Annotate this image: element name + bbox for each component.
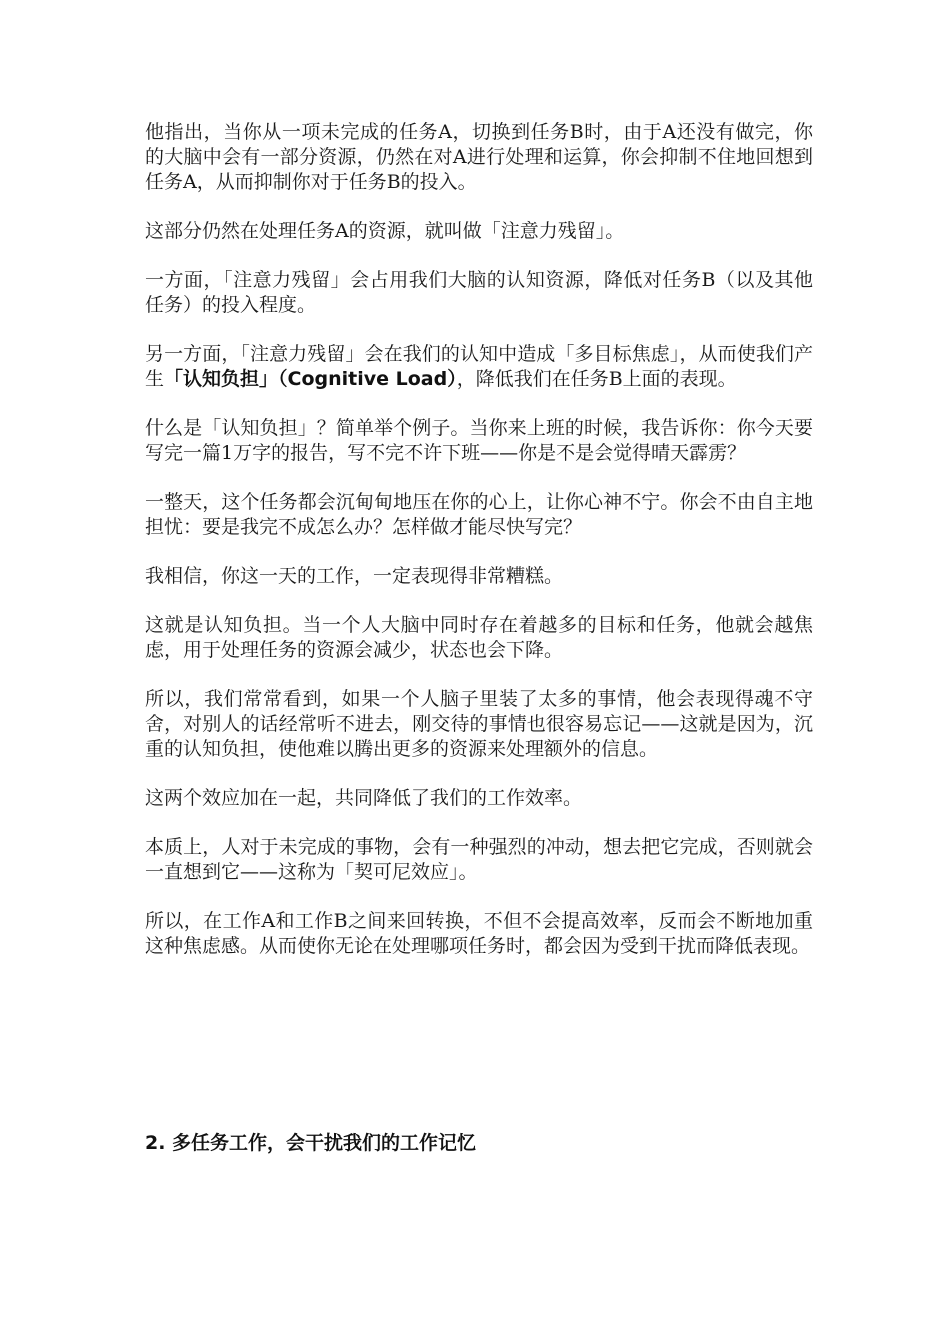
paragraph-text: ，降低我们在任务B上面的表现。 bbox=[456, 368, 737, 390]
section-heading: 2. 多任务工作，会干扰我们的工作记忆 bbox=[145, 1132, 477, 1154]
paragraph: 这两个效应加在一起，共同降低了我们的工作效率。 bbox=[145, 787, 583, 809]
paragraph: 所以，在工作A和工作B之间来回转换，不但不会提高效率，反而会不断地加重这种焦虑感。从而使你无论在处理哪项任务时，都会因为受到干扰而降低表现。 bbox=[145, 910, 813, 957]
paragraph: 一方面，「注意力残留」会占用我们大脑的认知资源，降低对任务B（以及其他任务）的投入程度。 bbox=[145, 269, 813, 316]
paragraph: 我相信，你这一天的工作，一定表现得非常糟糕。 bbox=[145, 565, 564, 587]
paragraph: 一整天，这个任务都会沉甸甸地压在你的心上，让你心神不宁。你会不由自主地担忧：要是我完不成怎么办？怎样做才能尽快写完？ bbox=[145, 491, 813, 538]
paragraph: 他指出，当你从一项未完成的任务A，切换到任务B时，由于A还没有做完，你的大脑中会有一部分资源，仍然在对A进行处理和运算，你会抑制不住地回想到任务A，从而抑制你对于任务B的投入。 bbox=[145, 121, 813, 193]
article-body bbox=[145, 120, 813, 983]
paragraph bbox=[145, 342, 813, 392]
paragraph: 这部分仍然在处理任务A的资源，就叫做「注意力残留」。 bbox=[145, 220, 625, 242]
bold-term: 「认知负担」（Cognitive Load） bbox=[164, 368, 457, 390]
paragraph: 这就是认知负担。当一个人大脑中同时存在着越多的目标和任务，他就会越焦虑，用于处理任务的资源会减少，状态也会下降。 bbox=[145, 614, 813, 661]
paragraph: 所以，我们常常看到，如果一个人脑子里装了太多的事情，他会表现得魂不守舍，对别人的话经常听不进去，刚交待的事情也很容易忘记——这就是因为，沉重的认知负担，使他难以腾出更多的资源来处理额外的信息。 bbox=[145, 688, 813, 760]
paragraph: 本质上，人对于未完成的事物，会有一种强烈的冲动，想去把它完成，否则就会一直想到它——这称为「契可尼效应」。 bbox=[145, 836, 813, 883]
paragraph-text: 另一方面，「注意力残留」会在我们的认知中造成「多目标焦虑」，从而使我们产生 bbox=[145, 343, 813, 390]
paragraph: 什么是「认知负担」？简单举个例子。当你来上班的时候，我告诉你：你今天要写完一篇1万字的报告，写不完不许下班——你是不是会觉得晴天霹雳？ bbox=[145, 417, 813, 464]
